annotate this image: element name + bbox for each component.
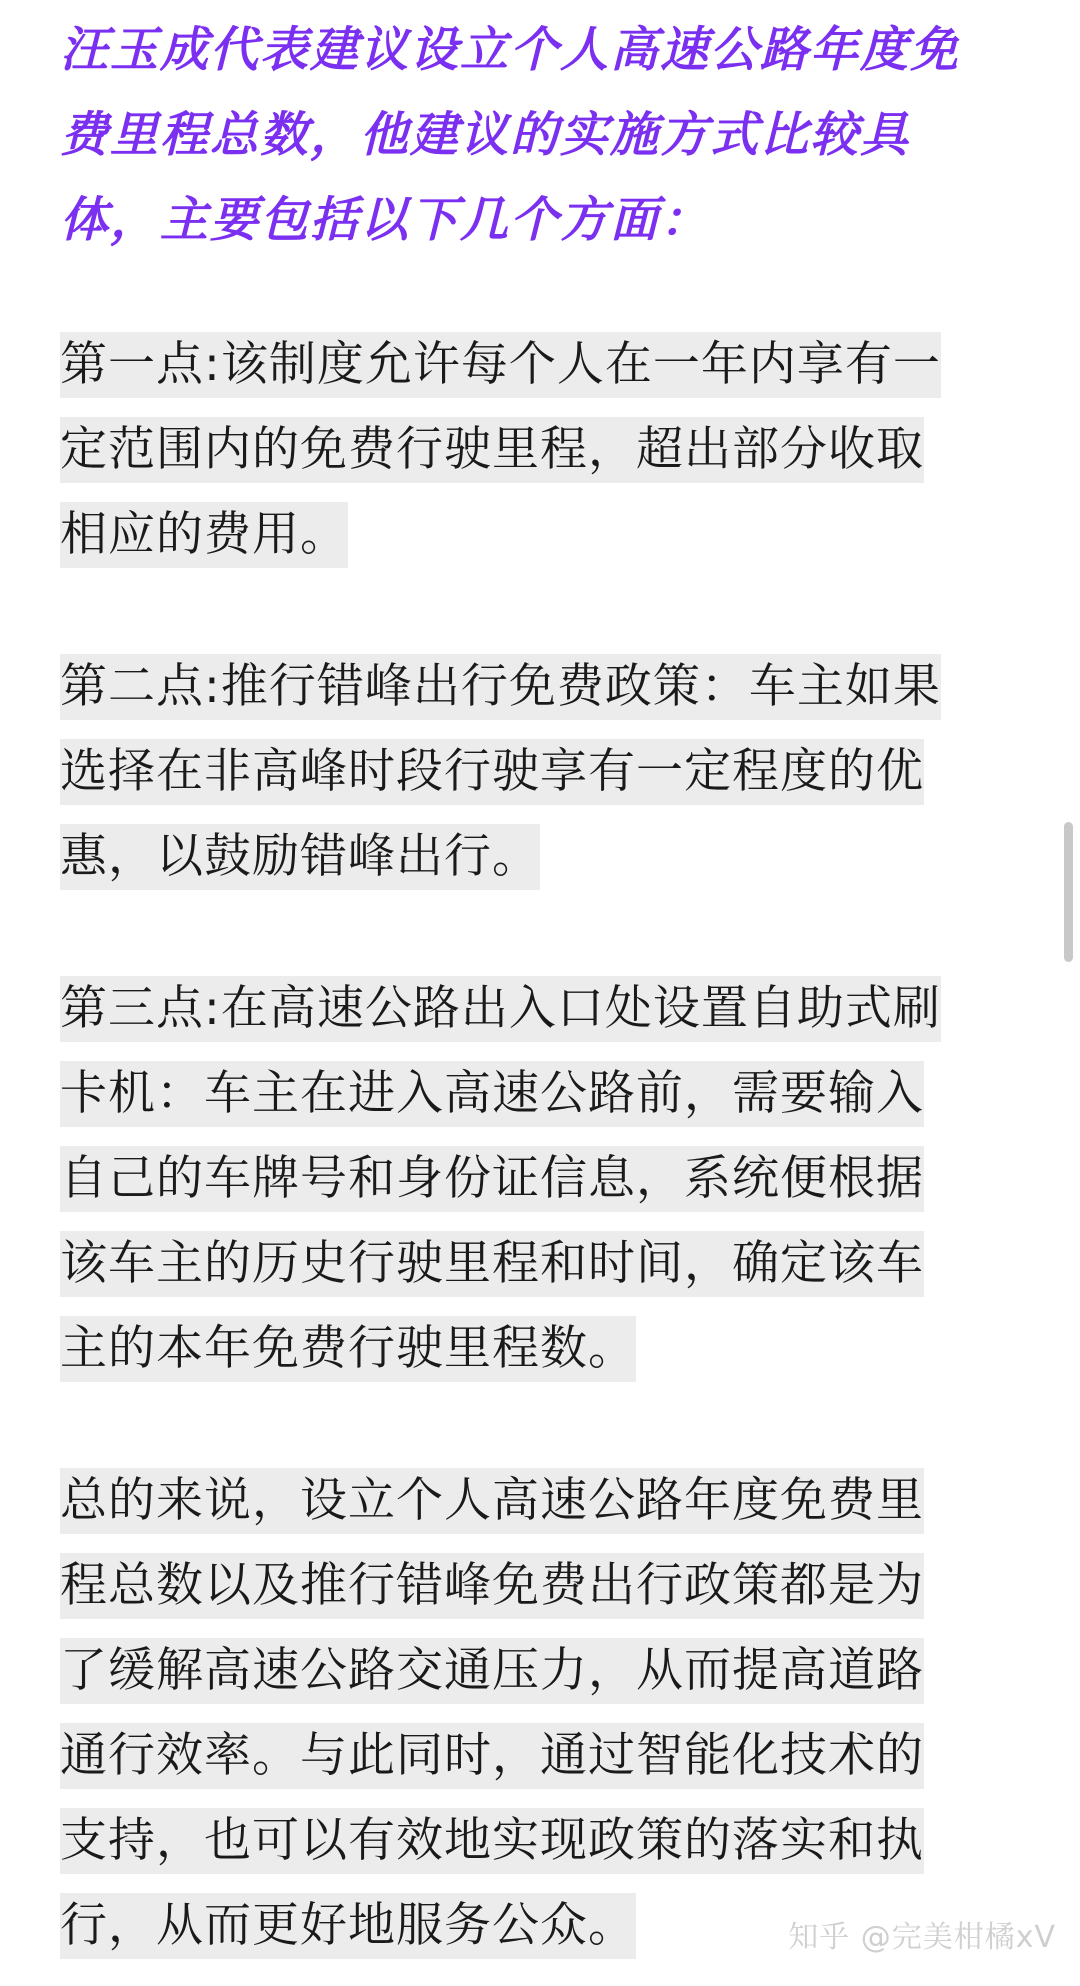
highlighted-text: 第二点:推行错峰出行免费政策：车主如果 <box>60 654 941 720</box>
highlighted-text: 惠，以鼓励错峰出行。 <box>60 824 540 890</box>
highlighted-text: 通行效率。与此同时，通过智能化技术的 <box>60 1723 924 1789</box>
text-line <box>60 1051 1020 1136</box>
text-line <box>60 644 1020 729</box>
highlighted-text: 总的来说，设立个人高速公路年度免费里 <box>60 1468 924 1534</box>
highlighted-text: 相应的费用。 <box>60 502 348 568</box>
highlighted-text: 行，从而更好地服务公众。 <box>60 1893 636 1959</box>
highlighted-text: 第三点:在高速公路出入口处设置自助式刷 <box>60 976 941 1042</box>
text-line <box>60 1221 1020 1306</box>
paragraph-point-two <box>60 644 1020 899</box>
paragraph-summary <box>60 1458 1020 1968</box>
text-line <box>60 1543 1020 1628</box>
text-line <box>60 1306 1020 1391</box>
paragraph-point-three <box>60 966 1020 1391</box>
text-line <box>60 1628 1020 1713</box>
text-line <box>60 407 1020 492</box>
highlighted-text: 支持，也可以有效地实现政策的落实和执 <box>60 1808 924 1874</box>
highlighted-text: 定范围内的免费行驶里程，超出部分收取 <box>60 417 924 483</box>
text-line <box>60 322 1020 407</box>
highlighted-text: 选择在非高峰时段行驶享有一定程度的优 <box>60 739 924 805</box>
text-line <box>60 966 1020 1051</box>
text-line <box>60 1136 1020 1221</box>
scrollbar-thumb[interactable] <box>1064 822 1073 962</box>
text-line <box>60 492 1020 577</box>
text-line <box>60 1713 1020 1798</box>
highlighted-text: 第一点:该制度允许每个人在一年内享有一 <box>60 332 941 398</box>
highlighted-text: 自己的车牌号和身份证信息，系统便根据 <box>60 1146 924 1212</box>
text-line <box>60 729 1020 814</box>
highlighted-text: 该车主的历史行驶里程和时间，确定该车 <box>60 1231 924 1297</box>
highlighted-text: 程总数以及推行错峰免费出行政策都是为 <box>60 1553 924 1619</box>
highlighted-text: 主的本年免费行驶里程数。 <box>60 1316 636 1382</box>
watermark: 知乎 @完美柑橘xV <box>788 1920 1056 1955</box>
highlighted-text: 了缓解高速公路交通压力，从而提高道路 <box>60 1638 924 1704</box>
highlighted-text: 卡机：车主在进入高速公路前，需要输入 <box>60 1061 924 1127</box>
text-line <box>60 814 1020 899</box>
text-line <box>60 1798 1020 1883</box>
intro-line: 体，主要包括以下几个方面： <box>60 192 711 248</box>
intro-line: 汪玉成代表建议设立个人高速公路年度免 <box>60 22 961 78</box>
intro-line: 费里程总数，他建议的实施方式比较具 <box>60 107 911 163</box>
intro-heading <box>60 8 1020 263</box>
paragraph-point-one <box>60 322 1020 577</box>
text-line <box>60 1458 1020 1543</box>
